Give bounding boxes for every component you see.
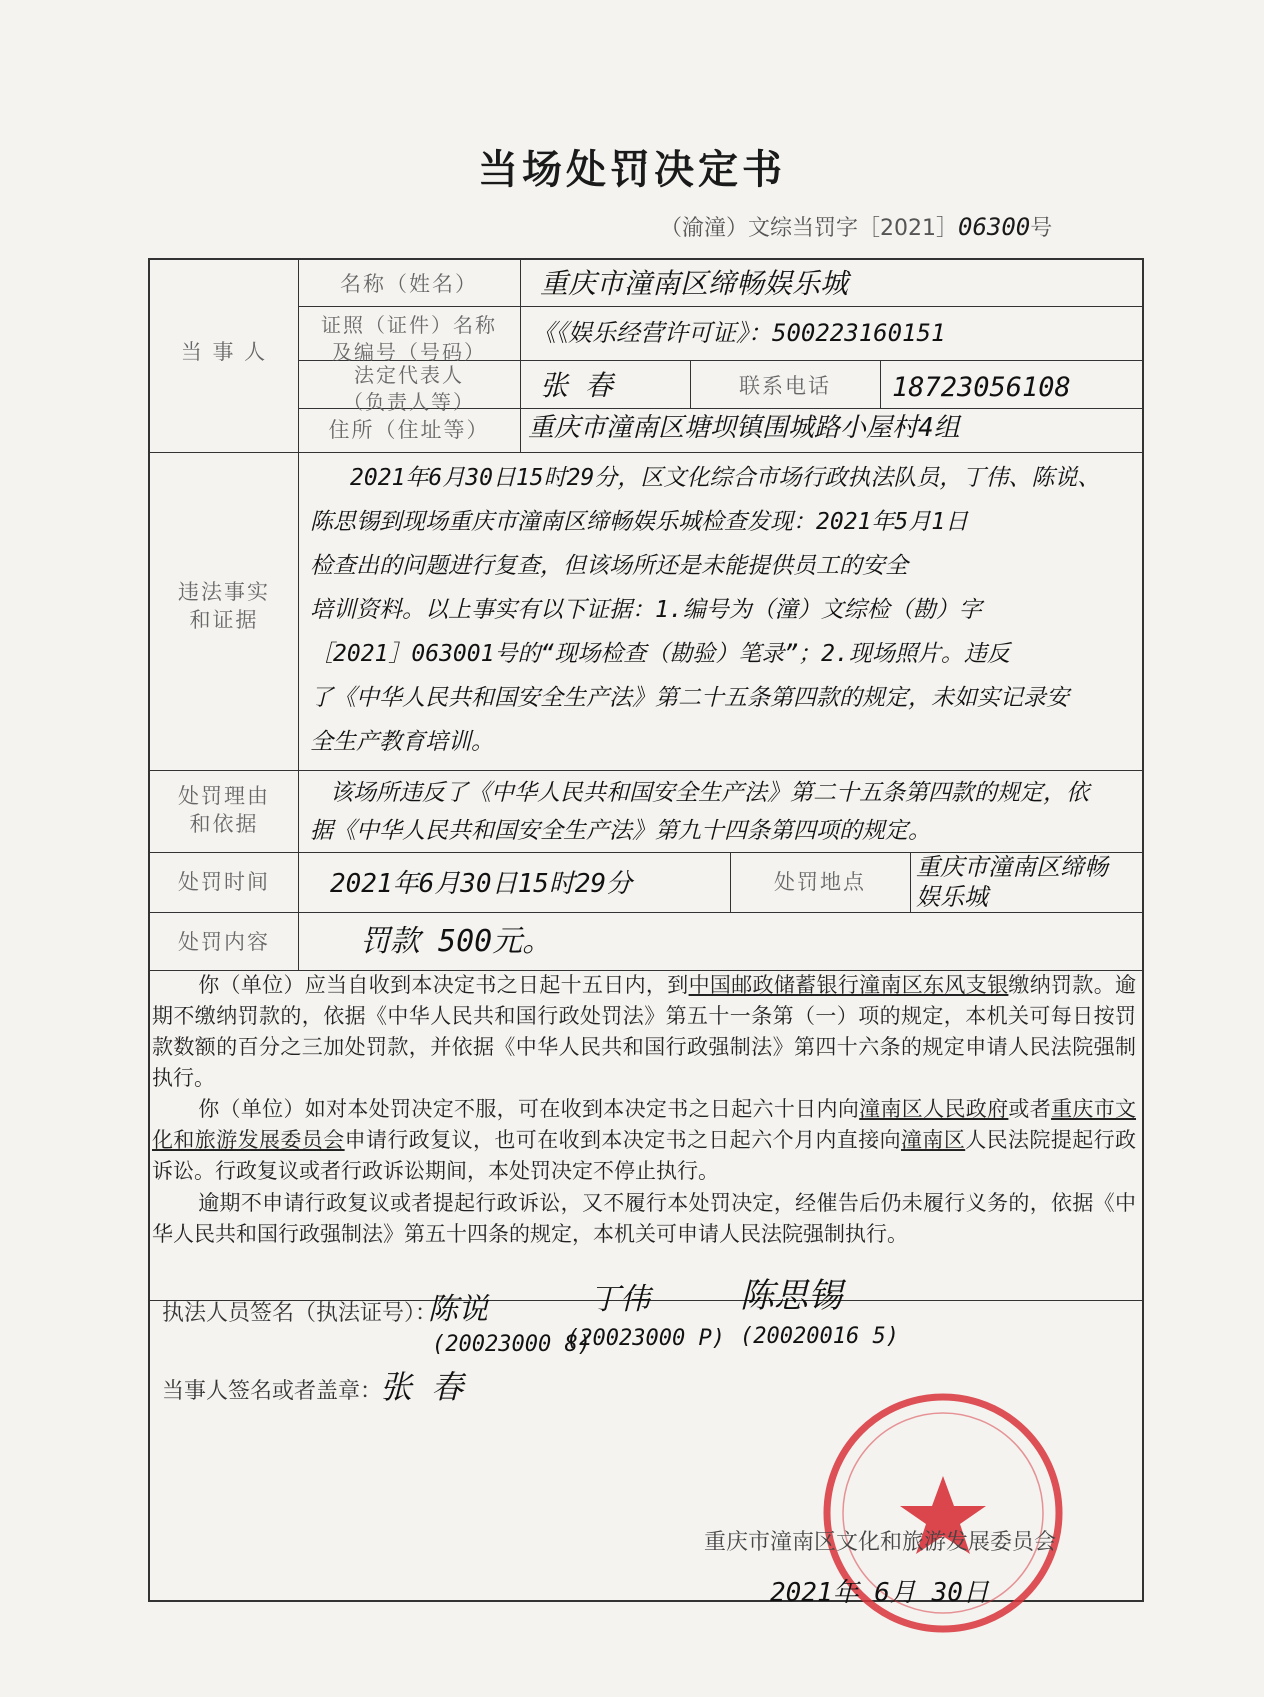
officer-1-signature: 陈说 [428, 1292, 488, 1327]
facts-line: 2021年6月30日15时29分，区文化综合市场行政执法队员，丁伟、陈说、 [350, 465, 1101, 491]
facts-label [150, 578, 298, 635]
notice-paragraph-1: 你（单位）应当自收到本决定书之日起十五日内，到中国邮政储蓄银行潼南区东风支银缴纳罚款。逾期不缴纳罚款的，依据《中华人民共和国行政处罚法》第五十一条第（一）项的规定，本机关可每日按罚款数额的百分之三加处罚款，并依据《中华人民共和国行政强制法》第四十六条的规定申请人民法院强制执行。 [152, 973, 1137, 1090]
doc-number-prefix: （渝潼）文综当罚字［2021］ [660, 216, 958, 241]
officer-3-signature: 陈思锡 [740, 1276, 842, 1316]
facts-line: 全生产教育培训。 [310, 729, 494, 755]
place-line: 娱乐城 [916, 883, 988, 911]
id-label-line1: 证照（证件）名称 [321, 313, 497, 337]
officer-signature-label: 执法人员签名（执法证号）： [162, 1301, 438, 1326]
id-label [298, 312, 520, 366]
document-number [660, 210, 1052, 245]
reason-label [150, 782, 298, 839]
place-label: 处罚地点 [774, 870, 866, 894]
doc-number-handwritten: 06300 [958, 213, 1031, 241]
content-value: 罚款 500元。 [360, 924, 553, 959]
reason-line: 该场所违反了《中华人民共和国安全生产法》第二十五条第四款的规定，依 [330, 780, 1089, 806]
officer-2-number: (20023000 P) [566, 1326, 725, 1351]
doc-number-suffix: 号 [1030, 216, 1053, 241]
notice-paragraph-3: 逾期不申请行政复议或者提起行政诉讼，又不履行本处罚决定，经催告后仍未履行义务的，依据《中华人民共和国行政强制法》第五十四条的规定，本机关可申请人民法院强制执行。 [152, 1191, 1136, 1246]
phone-value: 18723056108 [892, 372, 1071, 403]
place-value [916, 852, 1108, 912]
name-label: 名称（姓名） [340, 272, 478, 296]
address-label: 住所（住址等） [328, 418, 490, 442]
id-value: 《《娱乐经营许可证》：500223160151 [532, 319, 946, 347]
content-label: 处罚内容 [178, 930, 270, 954]
name-value: 重庆市潼南区缔畅娱乐城 [540, 267, 849, 300]
facts-line: 培训资料。以上事实有以下证据：1.编号为（潼）文综检（勘）字 [310, 597, 982, 623]
officer-2-signature: 丁伟 [590, 1282, 650, 1317]
place-line: 重庆市潼南区缔畅 [916, 853, 1108, 881]
review-government: 潼南区人民政府 [859, 1097, 1009, 1121]
phone-label: 联系电话 [739, 374, 831, 398]
party-signature-label: 当事人签名或者盖章： [162, 1379, 383, 1404]
issuing-authority: 重庆市潼南区文化和旅游发展委员会 [704, 1530, 1057, 1555]
reason-line: 据《中华人民共和国安全生产法》第九十四条第四项的规定。 [310, 818, 931, 844]
notice-paragraph-2: 你（单位）如对本处罚决定不服，可在收到本决定书之日起六十日内向潼南区人民政府或者重庆市文化和旅游发展委员会申请行政复议，也可在收到本决定书之日起六个月内直接向潼南区人民法院提起行政诉讼。行政复议或者行政诉讼期间，本处罚决定不停止执行。 [152, 1097, 1137, 1183]
address-value: 重庆市潼南区塘坝镇围城路小屋村4组 [528, 413, 960, 443]
rep-label-line1: 法定代表人 [354, 363, 464, 387]
officer-1-number: (20023000 8) [432, 1332, 591, 1357]
rep-value: 张 春 [540, 369, 613, 402]
officer-3-number: (20020016 5) [740, 1324, 899, 1349]
reason-text [310, 774, 1136, 850]
facts-line: 了《中华人民共和国安全生产法》第二十五条第四款的规定，未如实记录安 [310, 685, 1069, 711]
party-section-label: 当 事 人 [180, 340, 268, 364]
rep-label [298, 362, 520, 416]
review-committee: 重庆市文化和旅游发展委员会 [152, 1097, 1137, 1152]
facts-label-line2: 和证据 [189, 608, 259, 633]
facts-label-line1: 违法事实 [178, 580, 270, 604]
facts-line: 陈思锡到现场重庆市潼南区缔畅娱乐城检查发现：2021年5月1日 [310, 509, 969, 535]
document-title: 当场处罚决定书 [478, 146, 786, 193]
party-signature: 张 春 [380, 1368, 464, 1406]
id-label-line2: 及编号（号码） [332, 340, 486, 364]
time-value: 2021年6月30日15时29分 [330, 869, 633, 899]
rep-label-line2: （负责人等） [343, 390, 475, 414]
court-district: 潼南区 [901, 1128, 966, 1152]
facts-text [310, 456, 1136, 764]
reason-label-line1: 处罚理由 [178, 784, 270, 808]
issue-date: 2021年 6月 30日 [770, 1578, 989, 1608]
facts-line: ［2021］063001号的“现场检查（勘验）笔录”；2.现场照片。违反 [310, 641, 1010, 667]
reason-label-line2: 和依据 [189, 812, 259, 837]
payment-bank: 中国邮政储蓄银行潼南区东风支银 [688, 973, 1009, 997]
facts-line: 检查出的问题进行复查，但该场所还是未能提供员工的安全 [310, 553, 908, 579]
time-label: 处罚时间 [178, 870, 270, 894]
